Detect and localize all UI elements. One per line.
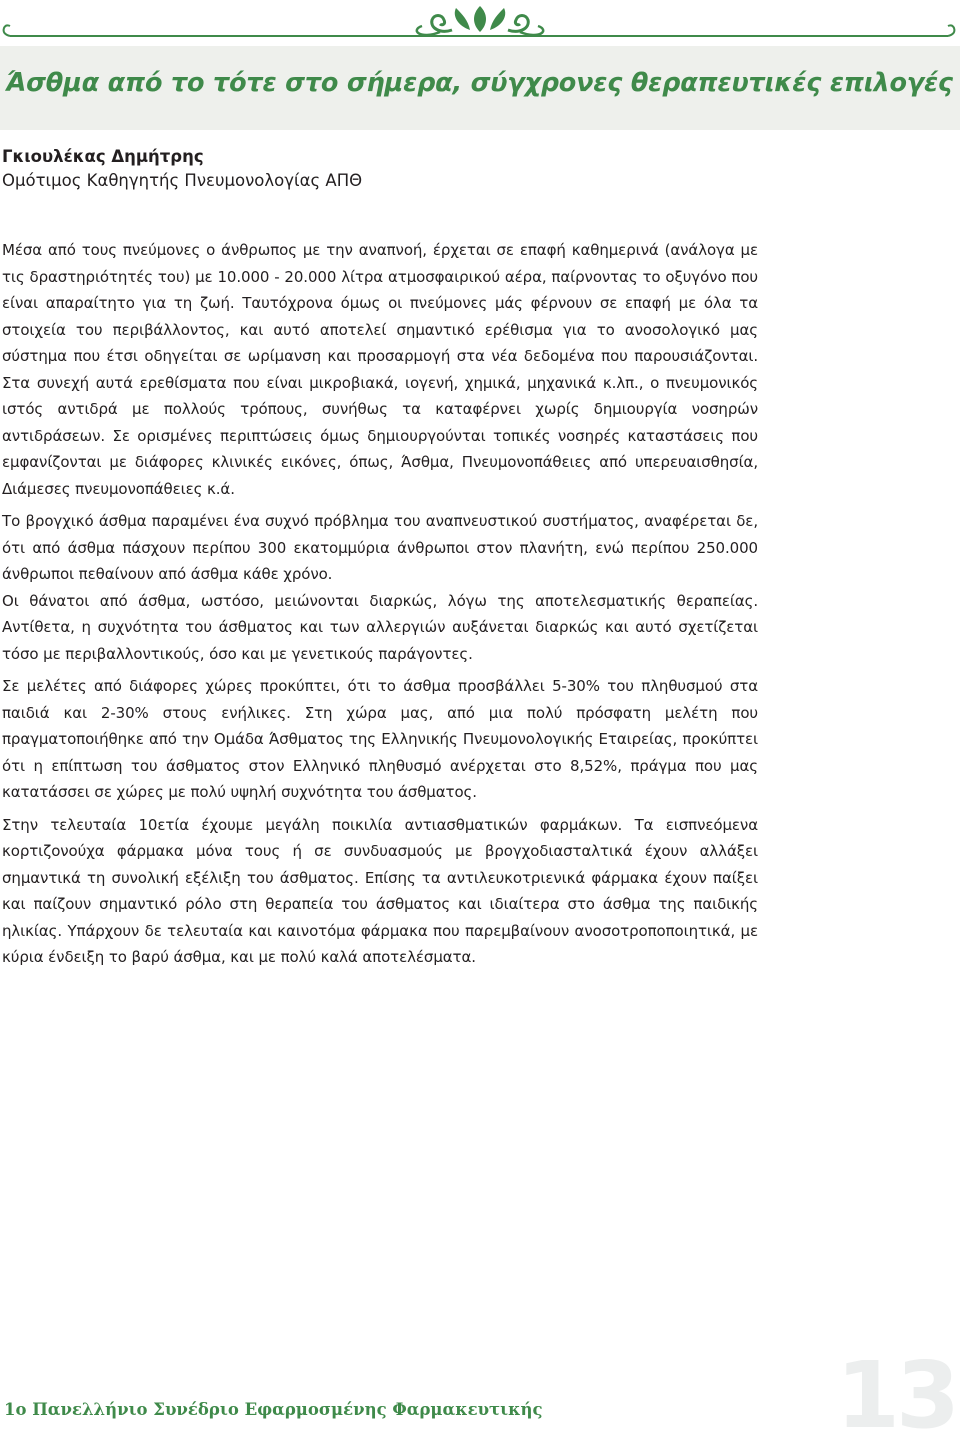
paragraph-3: Σε μελέτες από διάφορες χώρες προκύπτει, ότι το άσθμα προσβάλλει 5-30% του πληθυσμού στα παιδιά και 2-30% στους ενήλικες. Στη χώρα μας, από μια πολύ πρόσφατη μελέτη που πραγματοποιήθηκε από την Ομάδα Άσθματος της Ελληνικής Πνευμονολογικής Εταιρείας, προκύπτει ότι η επίπτωση του άσθματος στον Ελληνικό πληθυσμό ανέρχεται στο 8,52%, πράγμα που μας κατατάσσει σε χώρες με πολύ υψηλή συχνότητα του άσθματος. [2, 677, 758, 801]
page-number: 13 [835, 1342, 956, 1449]
author-affiliation: Ομότιμος Καθηγητής Πνευμονολογίας ΑΠΘ [2, 171, 363, 190]
paragraph-2: Το βρογχικό άσθμα παραμένει ένα συχνό πρόβλημα του αναπνευστικού συστήματος, αναφέρεται δε, ότι από άσθμα πάσχουν περίπου 300 εκατομμύρια άνθρωποι στον πλανήτη, ενώ περίπου 250.000 άνθρωποι πεθαίνουν από άσθμα κάθε χρόνο. Οι θάνατοι από άσθμα, ωστόσο, μειώνονται διαρκώς, λόγω της αποτελεσματικής θεραπείας. Αντίθετα, η συχνότητα του άσθματος και των αλλεργιών αυξάνεται διαρκώς και αυτό σχετίζεται τόσο με περιβαλλοντικούς, όσο και με γενετικούς παράγοντες. [2, 512, 758, 663]
author-name: Γκιουλέκας Δημήτρης [2, 147, 204, 166]
article-body [2, 237, 758, 977]
author-block [2, 145, 362, 193]
floral-ornament-icon [417, 6, 543, 35]
paragraph-4: Στην τελευταία 10ετία έχουμε μεγάλη ποικιλία αντιασθματικών φαρμάκων. Τα εισπνεόμενα κορτιζονούχα φάρμακα μόνα τους ή σε συνδυασμούς με βρογχοδιασταλτικά έχουν αλλάξει σημαντικά τη συνολική εξέλιξη του άσθματος. Επίσης τα αντιλευκοτριενικά φάρμακα έχουν παίξει και παίζουν σημαντικό ρόλο στη θεραπεία του άσθματος και ιδιαίτερα στο άσθμα της παιδικής ηλικίας. Υπάρχουν δε τελευταία και καινοτόμα φάρμακα που παρεμβαίνουν ανοσοτροποποιητικά, με κύρια ένδειξη το βαρύ άσθμα, και με πολύ καλά αποτελέσματα. [2, 815, 758, 966]
conference-footer: 1ο Πανελλήνιο Συνέδριο Εφαρμοσμένης Φαρμακευτικής [4, 1400, 543, 1419]
header-ornament [0, 0, 960, 46]
page-title: Άσθμα από το τότε στο σήμερα, σύγχρονες θεραπευτικές επιλογές [6, 68, 953, 98]
paragraph-1: Μέσα από τους πνεύμονες ο άνθρωπος με την αναπνοή, έρχεται σε επαφή καθημερινά (ανάλογα με τις δραστηριότητές του) με 10.000 - 20.000 λίτρα ατμοσφαιρικού αέρα, παίρνοντας το οξυγόνο που είναι απαραίτητο για τη ζωή. Ταυτόχρονα όμως οι πνεύμονες μάς φέρνουν σε επαφή με όλα τα στοιχεία του περιβάλλοντος, και αυτό αποτελεί σημαντικό ερέθισμα για το ανοσολογικό μας σύστημα που έτσι οδηγείται σε ωρίμανση και προσαρμογή στα νέα δεδομένα που παρουσιάζονται. Στα συνεχή αυτά ερεθίσματα που είναι μικροβιακά, ιογενή, χημικά, μηχανικά κ.λπ., ο πνευμονικός ιστός αντιδρά με πολλούς τρόπους, συνήθως τα καταφέρνει χωρίς δημιουργία νοσηρών αντιδράσεων. Σε ορισμένες περιπτώσεις όμως δημιουργούνται τοπικές νοσηρές καταστάσεις που εμφανίζονται με διάφορες κλινικές εικόνες, όπως, Άσθμα, Πνευμονοπάθειες από υπερευαισθησία, Διάμεσες πνευμονοπάθειες κ.ά. [2, 241, 758, 498]
